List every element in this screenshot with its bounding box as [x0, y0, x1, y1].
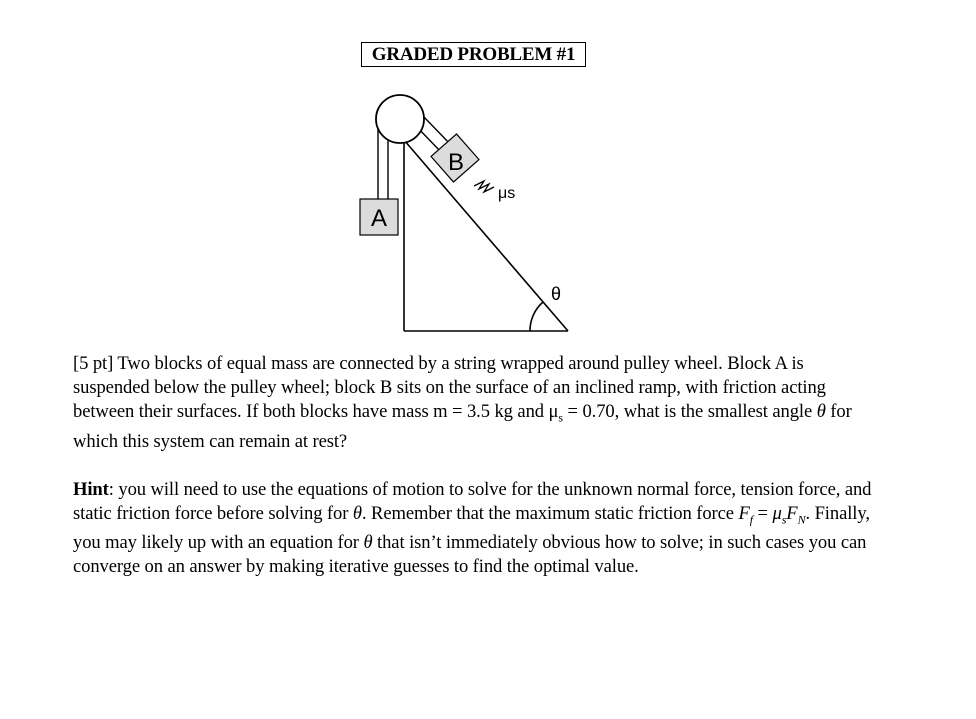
problem-title: GRADED PROBLEM #1: [361, 42, 586, 67]
hint-label: Hint: [73, 478, 109, 500]
block-b-label: B: [447, 149, 465, 176]
angle-arc: [530, 302, 543, 331]
problem-body: [73, 352, 873, 579]
formula-friction-force: $F_f = \mu_sF_N$: [738, 502, 806, 527]
friction-label: μs: [498, 185, 516, 202]
ramp-incline: [404, 140, 568, 331]
points-label: [5 pt]: [73, 353, 114, 374]
problem-statement: [5 pt] Two blocks of equal mass are connected by a string wrapped around pulley wheel. Block A is suspended below the pulley wheel; block B sits on the surface of an inclined ramp, with friction acting between their surfaces. If both blocks have mass m = 3.5 kg and $\mu_s = 0.70$, what is the smallest angle θ for which this system can remain at rest?: [73, 353, 852, 452]
pulley-wheel: [376, 95, 424, 143]
friction-squiggle-icon: [474, 181, 494, 192]
hint-paragraph: Hint: you will need to use the equations of motion to solve for the unknown normal force, tension force, and static friction force before solving for θ. Remember that the maximum static friction force $F_f = \mu_sF_N$. Finally, you may likely up with an equation for θ that isn’t immediately obvious how to solve; in such cases you can converge on an answer by making iterative guesses to find the optimal value.: [73, 478, 872, 578]
angle-label: θ: [551, 284, 562, 304]
block-a-label: A: [370, 205, 388, 232]
